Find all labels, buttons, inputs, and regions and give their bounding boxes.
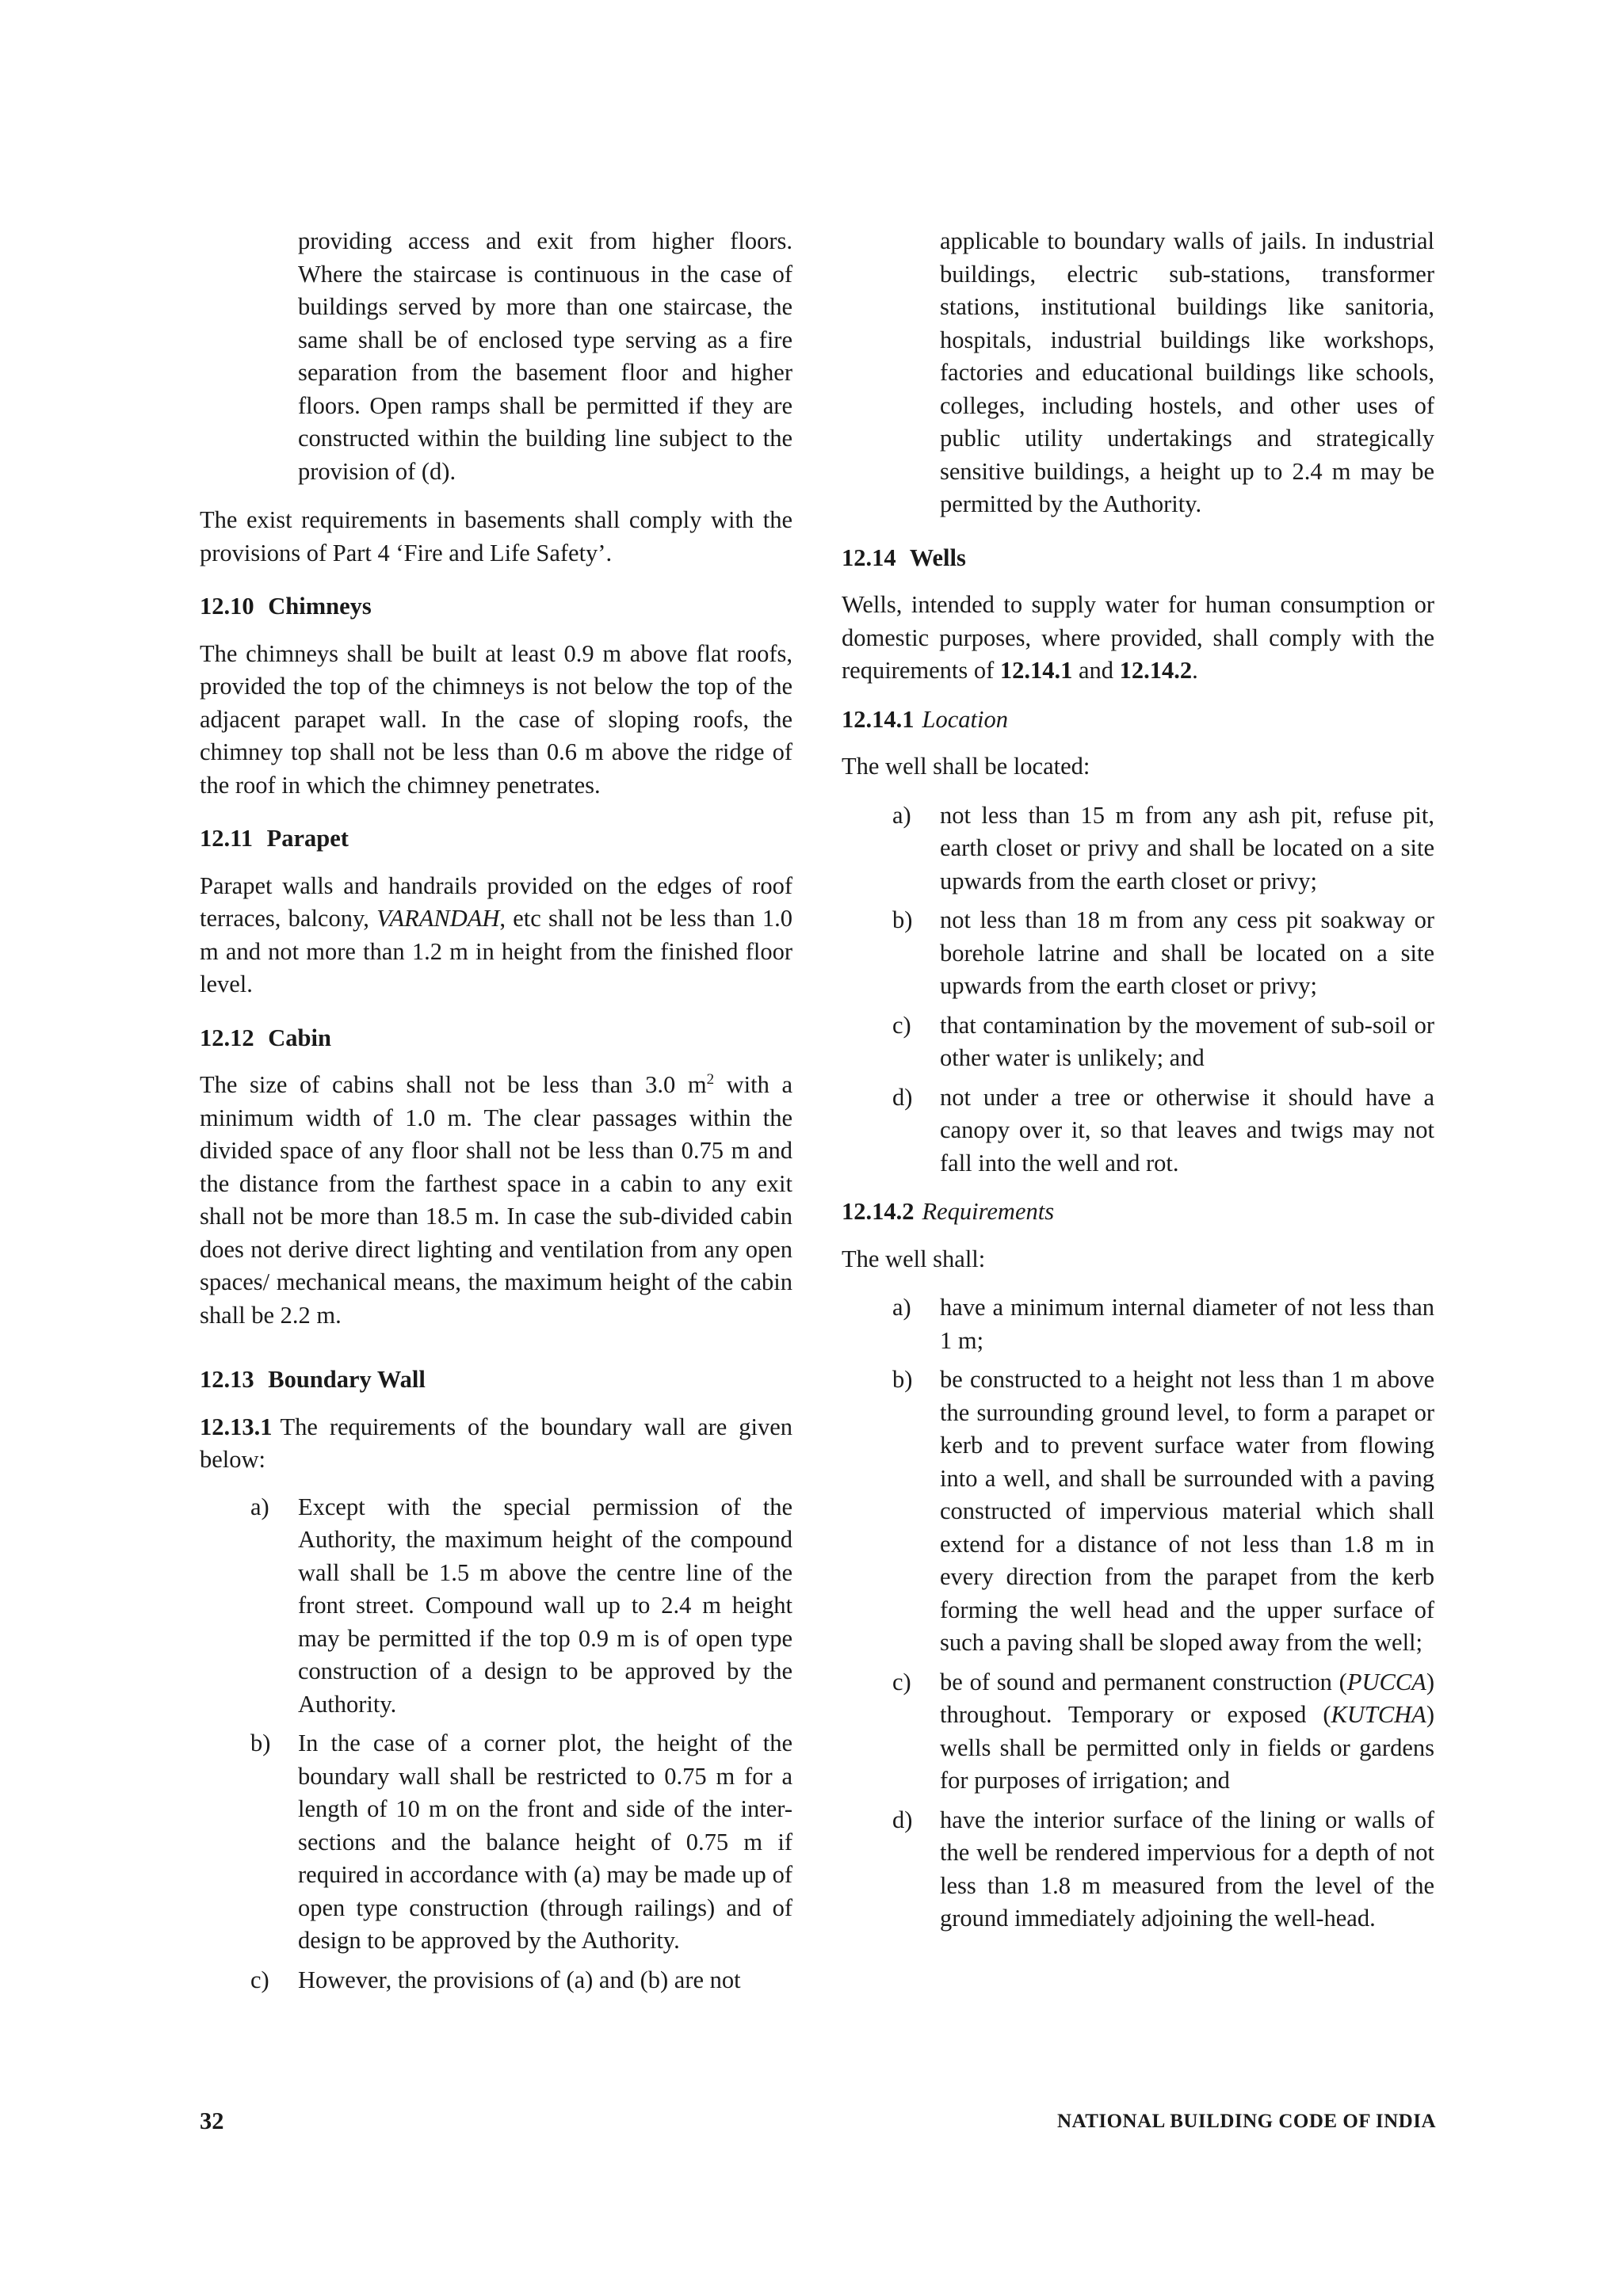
list-item [842, 799, 1434, 898]
section-number: 12.14 [842, 543, 896, 571]
list-item-text: have the interior surface of the lining or walls of the well be rendered impervious for a depth of not less than 1.8 m measured from the level of the ground immediately adjoining the well-head. [940, 1806, 1434, 1932]
subsection-12-14-2 [842, 1196, 1434, 1229]
list-marker: c) [892, 1011, 911, 1039]
text-span: and [1072, 657, 1120, 684]
section-heading-parapet [200, 822, 792, 856]
text-span: The size of cabins shall not be less than 3.0 m [200, 1071, 707, 1098]
superscript: 2 [706, 1070, 715, 1088]
subsection-12-13-1 [200, 1411, 792, 1477]
list-item-text: Except with the special permission of the Authority, the maximum height of the compound wall shall be 1.5 m above the centre line of the front street. Compound wall up to 2.4 m height may be permitted if the top 0.9 m is of open type construction of a design to be approved by the Authority. [298, 1493, 792, 1718]
list-marker: c) [892, 1668, 911, 1695]
continued-paragraph: applicable to boundary walls of jails. In industrial buildings, electric sub-stations, transformer stations, institutional buildings like sanitoria, hospitals, industrial buildings like workshops, factories and educational buildings like schools, colleges, including hostels, and other uses of public utility undertakings and strategically sensitive buildings, a height up to 2.4 m may be permitted by the Authority. [940, 227, 1434, 517]
section-heading-boundary-wall [200, 1363, 792, 1397]
list-marker: b) [892, 906, 913, 933]
wells-paragraph [842, 589, 1434, 688]
parapet-paragraph [200, 870, 792, 1001]
left-column [200, 225, 792, 2012]
section-heading-wells [842, 542, 1434, 575]
subsection-number: 12.14.2 [842, 1198, 915, 1225]
list-item [842, 1291, 1434, 1357]
section-title: Wells [909, 543, 966, 571]
list-item-text: have a minimum internal diameter of not less than 1 m; [940, 1294, 1434, 1354]
list-item [842, 1081, 1434, 1180]
location-list [842, 799, 1434, 1180]
requirements-intro: The well shall: [842, 1245, 986, 1272]
italic-term: PUCCA [1346, 1668, 1426, 1695]
location-intro: The well shall be located: [842, 753, 1090, 780]
footer-title: NATIONAL BUILDING CODE OF INDIA [1056, 2111, 1436, 2132]
list-marker: b) [250, 1730, 271, 1756]
cabin-paragraph [200, 1069, 792, 1332]
text-span: ) throughout. Temporary or exposed ( [940, 1668, 1434, 1728]
subsection-title: Requirements [922, 1198, 1055, 1225]
subsection-number: 12.14.1 [842, 705, 915, 733]
list-marker: a) [892, 801, 911, 829]
list-marker: c) [250, 1966, 269, 1993]
exit-requirements-paragraph: The exist requirements in basements shall comply with the provisions of Part 4 ‘Fire and Life Safety’. [200, 506, 792, 566]
list-marker: b) [892, 1366, 913, 1393]
list-item [200, 1491, 792, 1722]
chimneys-paragraph: The chimneys shall be built at least 0.9 m above flat roofs, provided the top of the chimneys is not below the top of the adjacent parapet wall. In the case of sloping roofs, the chimney top shall not be less than 0.6 m above the ridge of the roof in which the chimney penetrates. [200, 639, 792, 799]
section-number: 12.12 [200, 1024, 254, 1051]
boundary-wall-list [200, 1491, 792, 1997]
section-number: 12.10 [200, 593, 254, 620]
text-span: Wells, intended to supply water for human consumption or domestic purposes, where provided, shall comply with the requirements of [842, 591, 1434, 684]
list-marker: a) [892, 1294, 911, 1321]
list-item-text: In the case of a corner plot, the height of the boundary wall shall be restricted to 0.75 m for a length of 10 m on the front and side of the inter-sections and the balance height of 0.75 m if required in accordance with (a) may be made up of open type construction (through railings) and of design to be approved by the Authority. [298, 1730, 792, 1954]
text-span: Parapet walls and handrails provided on the edges of roof terraces, balcony, [200, 871, 792, 932]
list-marker: d) [892, 1806, 913, 1833]
italic-term: KUTCHA [1331, 1701, 1426, 1728]
list-item [842, 1666, 1434, 1798]
section-title: Parapet [266, 825, 349, 852]
reference: 12.14.2 [1119, 657, 1193, 684]
subsection-number: 12.13.1 [200, 1413, 273, 1440]
list-item-text: However, the provisions of (a) and (b) are not [298, 1966, 741, 1993]
list-item-text: not less than 15 m from any ash pit, refuse pit, earth closet or privy and shall be located on a site upwards from the earth closet or privy; [940, 801, 1434, 894]
list-item [842, 1009, 1434, 1075]
continued-paragraph: providing access and exit from higher floors. Where the staircase is continuous in the case of buildings served by more than one staircase, the same shall be of enclosed type serving as a fire separation from the basement floor and higher floors. Open ramps shall be permitted if they are constructed within the building line subject to the provision of (d). [298, 227, 792, 485]
text-span: be of sound and permanent construction ( [940, 1668, 1347, 1695]
requirements-list [842, 1291, 1434, 1936]
list-item-text: that contamination by the movement of sub-soil or other water is unlikely; and [940, 1011, 1434, 1071]
text-span: , etc shall not be less than 1.0 m and not more than 1.2 m in height from the finished floor level. [200, 905, 792, 997]
section-number: 12.11 [200, 825, 253, 852]
section-title: Cabin [268, 1024, 331, 1051]
section-number: 12.13 [200, 1366, 254, 1393]
section-heading-cabin [200, 1022, 792, 1055]
section-title: Boundary Wall [268, 1366, 426, 1393]
text-span: . [1192, 657, 1198, 684]
italic-term: VARANDAH [376, 905, 500, 932]
page-number: 32 [200, 2107, 224, 2134]
subsection-12-14-1 [842, 704, 1434, 737]
section-title: Chimneys [268, 593, 372, 620]
text-span: with a minimum width of 1.0 m. The clear passages within the divided space of any floor shall not be less than 0.75 m and the distance from the farthest space in a cabin to any exit shall not be more than 18.5 m. In case the sub-divided cabin does not derive direct lighting and ventilation from any open spaces/ mechanical means, the maximum height of the cabin shall be 2.2 m. [200, 1071, 793, 1329]
subsection-title: Location [922, 705, 1008, 733]
list-marker: d) [892, 1083, 913, 1111]
reference: 12.14.1 [999, 657, 1073, 684]
list-item [842, 1363, 1434, 1660]
list-item-text: not less than 18 m from any cess pit soakway or borehole latrine and shall be located on a site upwards from the earth closet or privy; [940, 906, 1434, 999]
subsection-text: The requirements of the boundary wall are given below: [200, 1413, 792, 1473]
list-item [200, 1727, 792, 1958]
list-marker: a) [250, 1493, 269, 1520]
list-item [842, 904, 1434, 1003]
list-item-text: not under a tree or otherwise it should have a canopy over it, so that leaves and twigs may not fall into the well and rot. [940, 1083, 1434, 1177]
text-span: ) wells shall be permitted only in fields or gardens for purposes of irrigation; and [940, 1701, 1434, 1794]
list-item-text: be constructed to a height not less than 1 m above the surrounding ground level, to form a parapet or kerb and to prevent surface water from flowing into a well, and shall be surrounded with a paving constructed of impervious material which shall extend for a distance of not less than 1.8 m in every direction from the parapet from the kerb forming the well head and the upper surface of such a paving shall be sloped away from the well; [940, 1366, 1434, 1656]
section-heading-chimneys [200, 590, 792, 624]
list-item [842, 1804, 1434, 1936]
list-item [200, 1964, 792, 1997]
right-column [842, 225, 1434, 1951]
